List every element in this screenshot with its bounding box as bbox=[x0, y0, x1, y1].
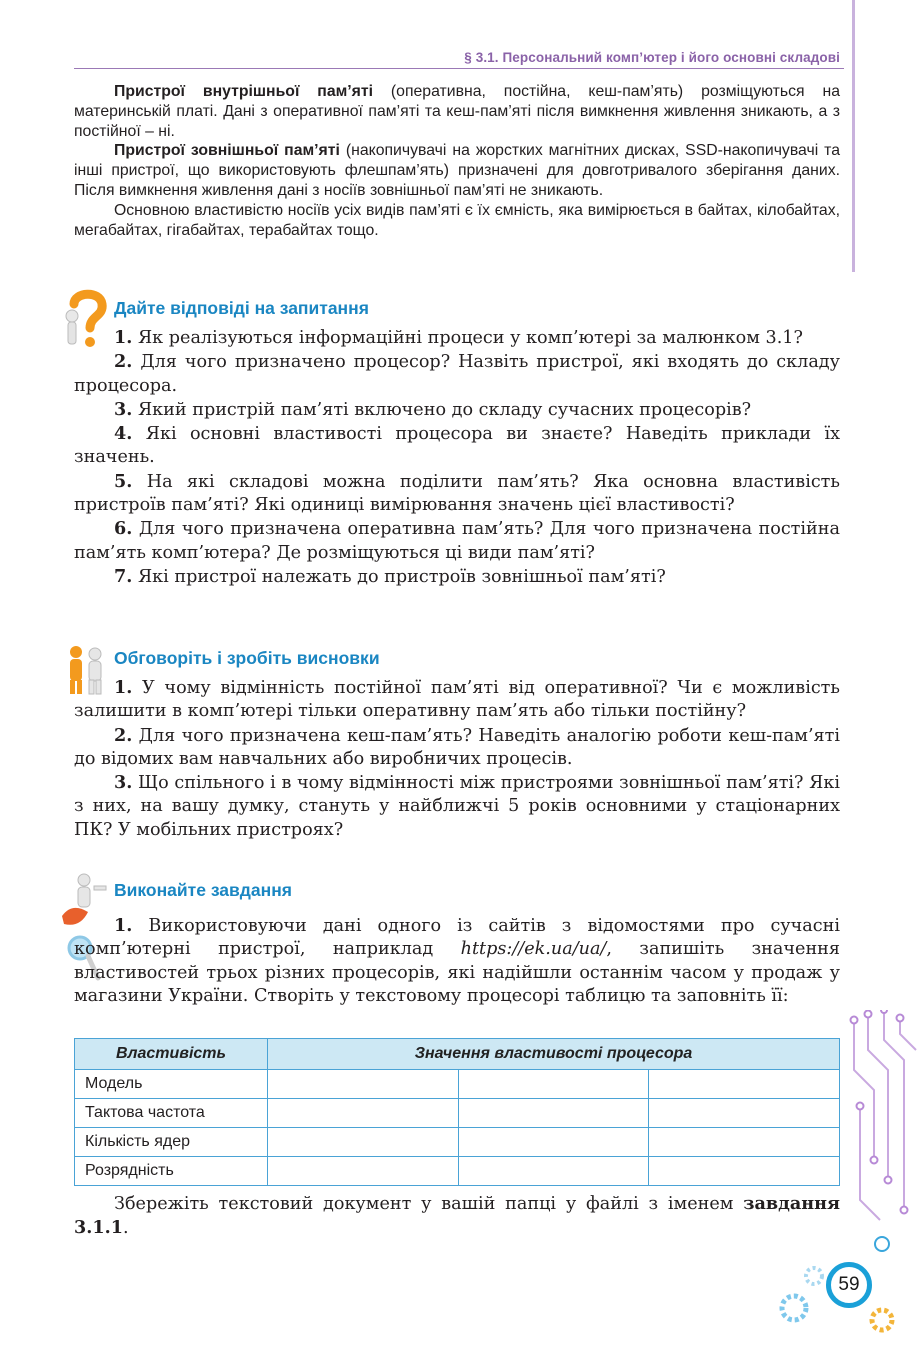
row-label: Розрядність bbox=[75, 1157, 268, 1186]
question-item: 3. Який пристрій пам’яті включено до складу сучасних процесорів? bbox=[114, 398, 752, 420]
discuss-item: 3. Що спільного і в чому відмінності між пристроями зовнішньої пам’яті? Які з них, на вашу думку, стануть у найближчі 5 років основними у стаціонарних ПК? У мобільних пристроях? bbox=[74, 772, 840, 840]
term-internal-memory: Пристрої внутрішньої пам’яті bbox=[114, 83, 374, 100]
intro-paragraph-1: Пристрої внутрішньої пам’яті (оперативна, постійна, кеш-пам’ять) розміщуються на материнській платі. Дані з оперативної пам’яті та кеш-пам’яті після вимкнення живлення зникають, а з постійної – ні. bbox=[74, 83, 840, 140]
discuss-list bbox=[74, 676, 840, 842]
table-cell bbox=[268, 1099, 459, 1128]
final-instruction: Збережіть текстовий документ у вашій папці у файлі з іменем завдання 3.1.1. bbox=[74, 1193, 840, 1239]
table-cell bbox=[458, 1157, 649, 1186]
table-cell bbox=[458, 1070, 649, 1099]
table-cell bbox=[268, 1157, 459, 1186]
table-row bbox=[75, 1157, 840, 1186]
table-cell bbox=[649, 1070, 840, 1099]
row-label: Тактова частота bbox=[75, 1099, 268, 1128]
table-header-row bbox=[75, 1039, 840, 1070]
intro-paragraph-2: Пристрої зовнішньої пам’яті (накопичувачі на жорстких магнітних дисках, SSD-накопичувачі та інші пристрої, що використовують флешпам’ять) призначені для довготривалого зберігання даних. Після вимкнення живлення дані з носіїв зовнішньої пам’яті не зникають. bbox=[74, 142, 841, 199]
table-header-property: Властивість bbox=[75, 1039, 268, 1070]
table-header-values: Значення властивості процесора bbox=[268, 1039, 840, 1070]
intro-text bbox=[74, 82, 840, 240]
task-url: https://ek.ua/ua/ bbox=[460, 939, 607, 960]
questions-list bbox=[74, 326, 840, 589]
question-item: 6. Для чого призначена оперативна пам’ять? Для чого призначена постійна пам’ять комп’ютера? Де розміщуються ці види пам’яті? bbox=[74, 518, 840, 563]
circuit-ornament-icon bbox=[844, 1010, 918, 1265]
row-label: Кількість ядер bbox=[75, 1128, 268, 1157]
task-text bbox=[74, 914, 840, 1008]
table-cell bbox=[649, 1157, 840, 1186]
margin-rule bbox=[852, 0, 855, 272]
intro-paragraph-3: Основною властивістю носіїв усіх видів пам’яті є їх ємність, яка вимірюється в байтах, кілобайтах, мегабайтах, гігабайтах, терабайтах тощо. bbox=[74, 201, 840, 239]
heading-task: Виконайте завдання bbox=[114, 880, 292, 900]
heading-discuss: Обговоріть і зробіть висновки bbox=[114, 648, 380, 668]
file-name: завдання 3.1.1 bbox=[74, 1193, 840, 1239]
table-cell bbox=[649, 1128, 840, 1157]
table-row bbox=[75, 1099, 840, 1128]
heading-questions: Дайте відповіді на запитання bbox=[114, 298, 369, 318]
term-external-memory: Пристрої зовнішньої пам’яті bbox=[114, 142, 340, 160]
properties-table bbox=[74, 1038, 840, 1186]
page-number: 59 bbox=[826, 1262, 872, 1308]
table-cell bbox=[458, 1099, 649, 1128]
table-cell bbox=[268, 1070, 459, 1099]
discuss-item: 2. Для чого призначена кеш-пам’ять? Наведіть аналогію роботи кеш-пам’яті до відомих вам навчальних або виробничих процесів. bbox=[74, 724, 840, 769]
task-item: 1. Використовуючи дані одного із сайтів з відомостями про сучасні комп’ютерні пристрої, наприклад https://ek.ua/ua/, запишіть значення властивостей трьох різних процесорів, які надійшли останнім часом у продаж у магазини України. Створіть у текстовому процесорі таблицю та заповніть її: bbox=[74, 915, 840, 1006]
table-cell bbox=[458, 1128, 649, 1157]
question-item: 7. Які пристрої належать до пристроїв зовнішньої пам’яті? bbox=[114, 565, 666, 587]
running-head: § 3.1. Персональний комп’ютер і його основні складові bbox=[464, 50, 840, 65]
header-rule bbox=[74, 68, 844, 69]
question-item: 5. На які складові можна поділити пам’ять? Яка основна властивість пристроїв пам’яті? Які одиниці вимірювання значень цієї властивості? bbox=[74, 470, 840, 516]
table-row bbox=[75, 1128, 840, 1157]
question-item: 4. Які основні властивості процесора ви знаєте? Наведіть приклади їх значень. bbox=[74, 423, 840, 468]
table-cell bbox=[649, 1099, 840, 1128]
discuss-item: 1. У чому відмінність постійної пам’яті від оперативної? Чи є можливість залишити в комп’ютері тільки оперативну пам’ять або тільки постійну? bbox=[74, 677, 840, 722]
table-row bbox=[75, 1070, 840, 1099]
question-item: 1. Як реалізуються інформаційні процеси у комп’ютері за малюнком 3.1? bbox=[114, 327, 803, 348]
question-item: 2. Для чого призначено процесор? Назвіть пристрої, які входять до складу процесора. bbox=[74, 351, 840, 396]
table-cell bbox=[268, 1128, 459, 1157]
row-label: Модель bbox=[75, 1070, 268, 1099]
